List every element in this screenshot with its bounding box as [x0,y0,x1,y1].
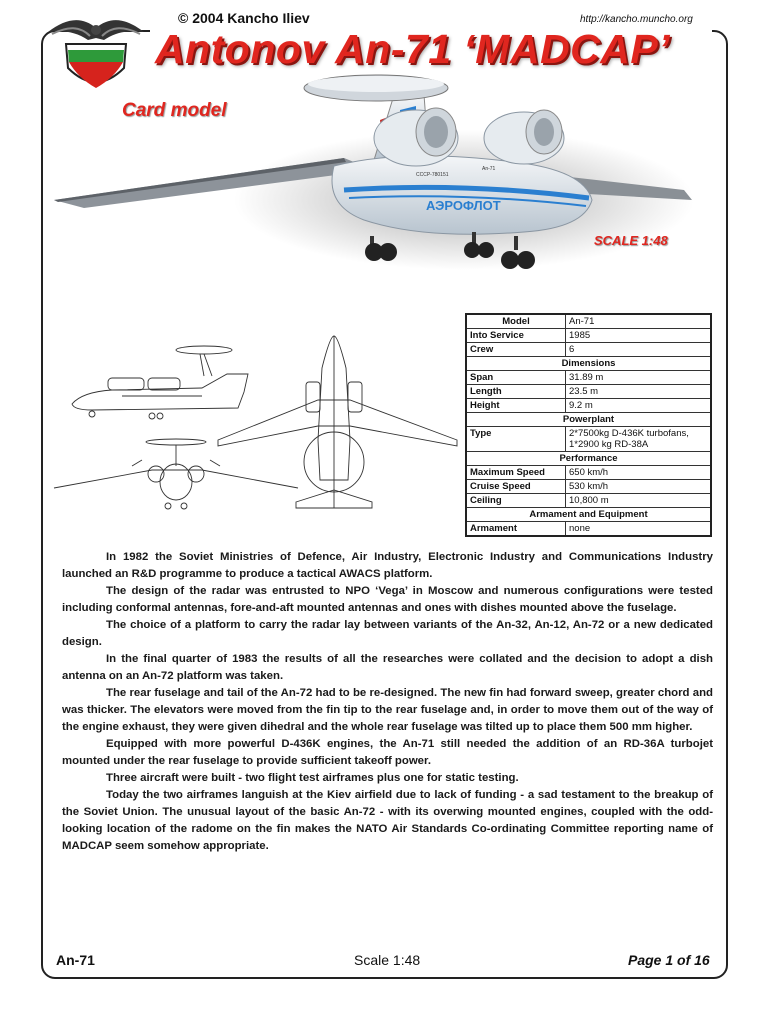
page-title: Antonov An-71 ‘MADCAP’ [155,26,671,72]
paragraph: The rear fuselage and tail of the An-72 had to be re-designed. The new fin had forward sweep, greater chord and was thicker. The elevators were moved from the fin tip to the rear fuselage and, in order to move them out of the way of the engine exhaust, they were given dihedral and the whole rear fuselage was tilted up to place them 500 mm higher. [62,687,713,733]
table-row [466,314,711,329]
table-row [466,522,711,537]
tail-code-marking: An-71 [482,166,496,172]
table-section-row [466,508,711,522]
table-section-row [466,452,711,466]
paragraph: In 1982 the Soviet Ministries of Defence, Air Industry, Electronic Industry and Communications Industry launched an R&D programme to produce a tactical AWACS platform. [62,551,713,580]
spec-label: Length [466,385,566,399]
spec-label: Maximum Speed [466,466,566,480]
paragraph: The choice of a platform to carry the radar lay between variants of the An-32, An-12, An-72 or a new dedicated design. [62,619,713,648]
paragraph: The design of the radar was entrusted to NPO ‘Vega’ in Moscow and numerous configurations were tested including conformal antennas, fore-and-aft mounted antennas and ones with dishes mounted above the fuselage. [62,585,713,614]
spec-value: 10,800 m [566,494,712,508]
paragraph: Today the two airframes languish at the Kiev airfield due to lack of funding - a sad testament to the breakup of the Soviet Union. The unusual layout of the basic An-72 - with its overwing mounted engines, coupled with the odd-looking location of the radome on the fin makes the NATO Air Standards Co-ordinating Committee reporting name of MADCAP seem somehow appropriate. [62,789,713,852]
spec-label: Into Service [466,329,566,343]
three-view-drawing [52,330,462,520]
spec-value: none [566,522,712,537]
page-number: Page 1 of 16 [628,952,710,968]
table-row [466,385,711,399]
front-view [54,439,298,509]
table-row [466,480,711,494]
table-row [466,494,711,508]
table-row [466,466,711,480]
spec-section-title: Armament and Equipment [466,508,711,522]
spec-value: 530 km/h [566,480,712,494]
specs-table [465,313,712,537]
spec-section-title: Performance [466,452,711,466]
table-row [466,427,711,452]
spec-label: Cruise Speed [466,480,566,494]
spec-label: Armament [466,522,566,537]
table-row [466,399,711,413]
footer-scale: Scale 1:48 [354,952,421,968]
spec-value: 6 [566,343,712,357]
spec-value-line: 2*7500kg D-436K turbofans, [569,428,689,439]
spec-value-line: 1*2900 kg RD-38A [569,439,649,450]
spec-label: Height [466,399,566,413]
spec-label: Span [466,371,566,385]
table-section-row [466,357,711,371]
spec-header-label: Model [466,314,566,329]
table-row [466,343,711,357]
spec-section-title: Dimensions [466,357,711,371]
table-section-row [466,413,711,427]
spec-value: 650 km/h [566,466,712,480]
spec-header-value: An-71 [566,314,712,329]
spec-value: 23.5 m [566,385,712,399]
spec-label: Crew [466,343,566,357]
table-row [466,371,711,385]
aircraft-render [44,70,724,280]
registration-marking: СССР-780151 [416,172,449,178]
history-text [62,549,713,855]
spec-label: Ceiling [466,494,566,508]
spec-value [566,427,712,452]
paragraph: Three aircraft were built - two flight test airframes plus one for static testing. [106,772,519,784]
subtitle: Card model [122,100,227,121]
website-url[interactable]: http://kancho.muncho.org [580,14,693,25]
scale-label: SCALE 1:48 [594,233,668,248]
copyright-text: © 2004 Kancho Iliev [178,10,310,26]
spec-value: 31.89 m [566,371,712,385]
aeroflot-marking: АЭРОФЛОТ [426,198,501,213]
table-row [466,329,711,343]
side-view [72,346,248,419]
top-view [218,336,457,508]
paragraph: Equipped with more powerful D-436K engines, the An-71 still needed the addition of an RD-36A turbojet mounted under the rear fuselage to provide sufficient takeoff power. [62,738,713,767]
spec-label: Type [466,427,566,452]
paragraph: In the final quarter of 1983 the results of all the researches were collated and the decision to adopt a dish antenna on an An-72 platform was taken. [62,653,713,682]
spec-value: 1985 [566,329,712,343]
spec-section-title: Powerplant [466,413,711,427]
footer-model: An-71 [56,952,95,968]
spec-value: 9.2 m [566,399,712,413]
